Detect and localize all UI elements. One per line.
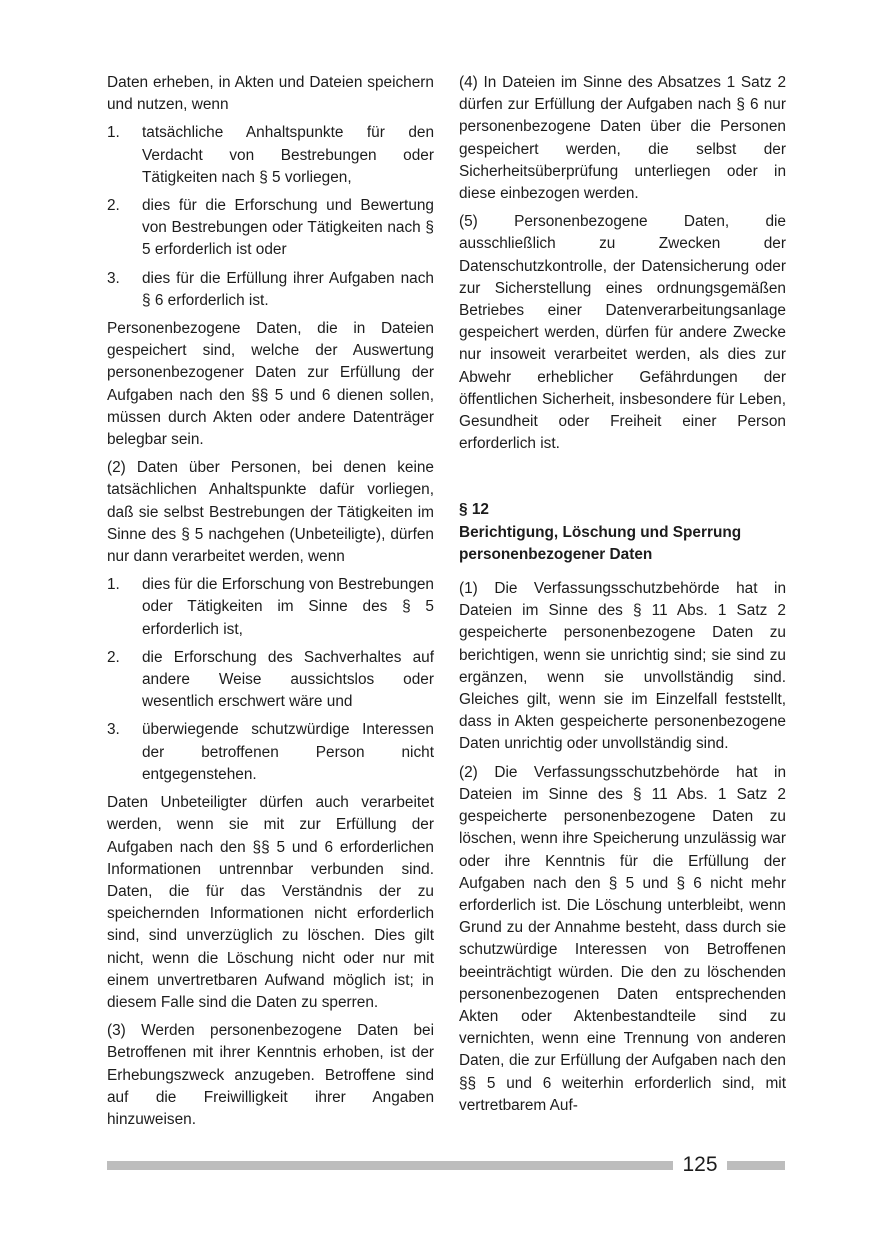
section-title: Berichtigung, Löschung und Sperrung personenbezogener Daten [459, 523, 742, 563]
section-number: § 12 [459, 501, 489, 519]
list-item-text: dies für die Erforschung und Bewertung von Bestrebungen oder Tätigkeiten nach § 5 erforderlich ist oder [142, 197, 434, 259]
section-12-paragraph-2: (2) Die Verfassungsschutzbehörde hat in Dateien im Sinne des § 11 Abs. 1 Satz 2 gespeicherte personenbezogene Daten zu löschen, wenn ihre Speicherung unzulässig war oder ihre Kenntnis für die Erfüllung der Aufgaben nach den § 5 und § 6 nicht mehr erforderlich ist. Die Löschung unterbleibt, wenn Grund zu der Annahme besteht, dass durch sie schutzwürdige Interessen von Betroffenen beeinträchtigt würden. Die den zu löschenden personenbezogenen Daten entsprechenden Akten oder Aktenbestandteile sind zu vernichten, wenn eine Trennung von anderen Daten, die zur Erfüllung der Aufgaben nach den §§ 5 und 6 weiterhin erforderlich sind, mit vertretbarem Auf- [459, 763, 786, 1114]
list-item [107, 122, 434, 189]
list-item [107, 268, 434, 312]
list-item-text: tatsächliche Anhaltspunkte für den Verdacht von Bestrebungen oder Tätigkeiten nach § 5 vorliegen, [142, 124, 434, 186]
condition-list-1 [107, 122, 434, 312]
list-item-text: überwiegende schutzwürdige Interessen der betroffenen Person nicht entgegenstehen. [142, 721, 434, 783]
condition-list-2 [107, 574, 434, 786]
page-number: 125 [682, 1153, 718, 1176]
list-item-number: 3. [107, 721, 120, 739]
list-item [107, 574, 434, 641]
section-heading [459, 499, 786, 566]
footer-rule-right [727, 1161, 785, 1170]
intro-paragraph: Daten erheben, in Akten und Dateien speichern und nutzen, wenn [107, 74, 434, 114]
list-item-number: 1. [107, 124, 120, 142]
list-item [107, 647, 434, 714]
list-item-text: dies für die Erfüllung ihrer Aufgaben nach § 6 erforderlich ist. [142, 269, 434, 309]
list-item-number: 3. [107, 269, 120, 287]
list-item [107, 719, 434, 786]
list-item-number: 2. [107, 648, 120, 666]
list-item-text: dies für die Erforschung von Bestrebungen oder Tätigkeiten im Sinne des § 5 erforderlich ist, [142, 576, 434, 638]
list-item-number: 1. [107, 576, 120, 594]
files-paragraph: Personenbezogene Daten, die in Dateien gespeichert sind, welche der Auswertung personenbezogener Daten zur Erfüllung der Aufgaben nach den §§ 5 und 6 dienen sollen, müssen durch Akten oder andere Datenträger belegbar sein. [107, 320, 434, 449]
list-item-number: 2. [107, 197, 120, 215]
footer-rule-left [107, 1161, 673, 1170]
unbeteiligte-paragraph: Daten Unbeteiligter dürfen auch verarbeitet werden, wenn sie mit zur Erfüllung der Aufgaben nach den §§ 5 und 6 erforderlichen Informationen untrennbar verbunden sind. Daten, die für das Verständnis der zu speichernden Informationen nicht erforderlich sind, sind unverzüglich zu löschen. Dies gilt nicht, wenn die Löschung nicht oder nur mit einem unvertretbaren Aufwand möglich ist; in diesem Falle sind die Daten zu sperren. [107, 794, 434, 1011]
list-item [107, 195, 434, 262]
paragraph-2: (2) Daten über Personen, bei denen keine tatsächlichen Anhaltspunkte dafür vorliegen, daß sie selbst Bestrebungen der Tätigkeiten im Sinne des § 5 nachgehen (Unbeteiligte), dürfen nur dann verarbeitet werden, wenn [107, 459, 434, 566]
paragraph-3: (3) Werden personenbezogene Daten bei Betroffenen mit ihrer Kenntnis erhoben, ist der Erhebungszweck anzugeben. Betroffene sind auf die Freiwilligkeit ihrer Angaben hinzuweisen. [107, 1022, 434, 1128]
list-item-text: die Erforschung des Sachverhaltes auf andere Weise aussichtslos oder wesentlich erschwert wäre und [142, 648, 434, 711]
section-12-paragraph-1: (1) Die Verfassungsschutzbehörde hat in Dateien im Sinne des § 11 Abs. 1 Satz 2 gespeicherte personenbezogene Daten zu berichtigen, wenn sie unrichtig sind; sie sind zu ergänzen, wenn sie unvollständig sind. Gleiches gilt, wenn sie im Einzelfall feststellt, dass in Akten gespeicherte personenbezogene Daten unrichtig oder unvollständig sind. [459, 580, 786, 753]
right-column [459, 72, 786, 1123]
paragraph-5: (5) Personenbezogene Daten, die ausschließlich zu Zwecken der Datenschutzkontrolle, der Datensicherung oder zur Sicherstellung eines ordnungsgemäßen Betriebes einer Datenverarbeitungsanlage gespeichert werden, dürfen für andere Zwecke nur insoweit verarbeitet werden, als dies zur Abwehr erheblicher Gefährdungen der öffentlichen Sicherheit, insbesondere für Leben, Gesundheit oder Freiheit einer Person erforderlich ist. [459, 213, 786, 453]
paragraph-4: (4) In Dateien im Sinne des Absatzes 1 Satz 2 dürfen zur Erfüllung der Aufgaben nach § 6 nur personenbezogene Daten über die Personen gespeichert werden, die selbst der Sicherheitsüberprüfung unterliegen oder in diese einbezogen werden. [459, 74, 786, 203]
left-column [107, 72, 434, 1137]
